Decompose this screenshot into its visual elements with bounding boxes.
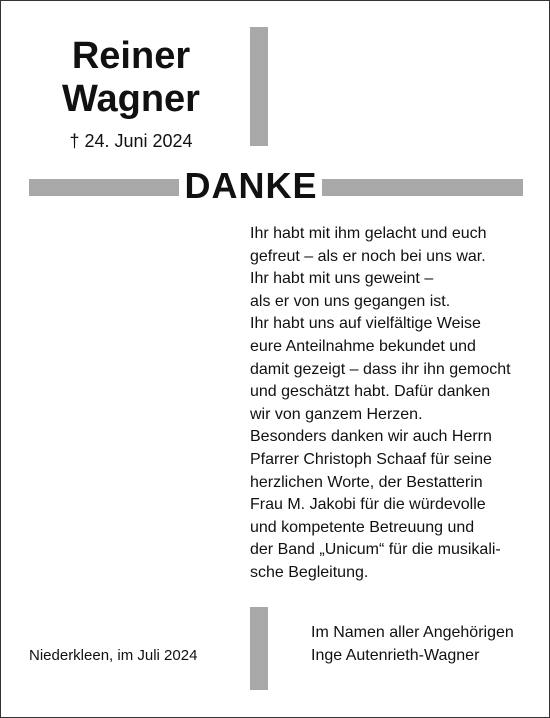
thanks-text-line: wir von ganzem Herzen.	[250, 405, 423, 423]
thanks-text-line: Ihr habt uns auf vielfältige Weise	[250, 315, 481, 333]
heading-rule-right	[322, 179, 523, 196]
thanks-text-line: Frau M. Jakobi für die würdevolle	[250, 496, 486, 514]
deceased-last-name: Wagner	[62, 78, 200, 120]
thanks-heading: DANKE	[184, 165, 318, 206]
thanks-text	[250, 223, 546, 585]
thanks-text-line: Pfarrer Christoph Schaaf für seine	[250, 450, 492, 468]
thanks-text-line: Ihr habt mit ihm gelacht und euch	[250, 225, 487, 242]
thanks-text-line: und kompetente Betreuung und	[250, 518, 475, 536]
place-and-date: Niederkleen, im Juli 2024	[29, 647, 198, 664]
heading-rule-left	[29, 179, 179, 196]
cross-upper-bar	[250, 27, 268, 146]
thanks-text-line: Ihr habt mit uns geweint –	[250, 270, 434, 288]
cross-lower-bar	[250, 607, 268, 690]
signature	[311, 621, 514, 667]
thanks-text-line: der Band „Unicum“ für die musikali-	[250, 541, 501, 559]
thanks-text-line: herzlichen Worte, der Bestatterin	[250, 473, 483, 491]
signature-line: Im Namen aller Angehörigen	[311, 624, 514, 641]
thanks-text-line: gefreut – als er noch bei uns war.	[250, 247, 486, 265]
thanks-text-line: Besonders danken wir auch Herrn	[250, 428, 492, 446]
thanks-text-line: damit gezeigt – dass ihr ihn gemocht	[250, 360, 511, 378]
thanks-text-line: eure Anteilnahme bekundet und	[250, 337, 476, 355]
thanks-text-line: und geschätzt habt. Dafür danken	[250, 383, 491, 401]
deceased-first-name: Reiner	[71, 35, 191, 77]
signature-name: Inge Autenrieth-Wagner	[311, 647, 480, 664]
thanks-text-line: sche Begleitung.	[250, 563, 369, 581]
thanks-text-line: als er von uns gegangen ist.	[250, 292, 451, 310]
death-date: † 24. Juni 2024	[69, 131, 193, 151]
